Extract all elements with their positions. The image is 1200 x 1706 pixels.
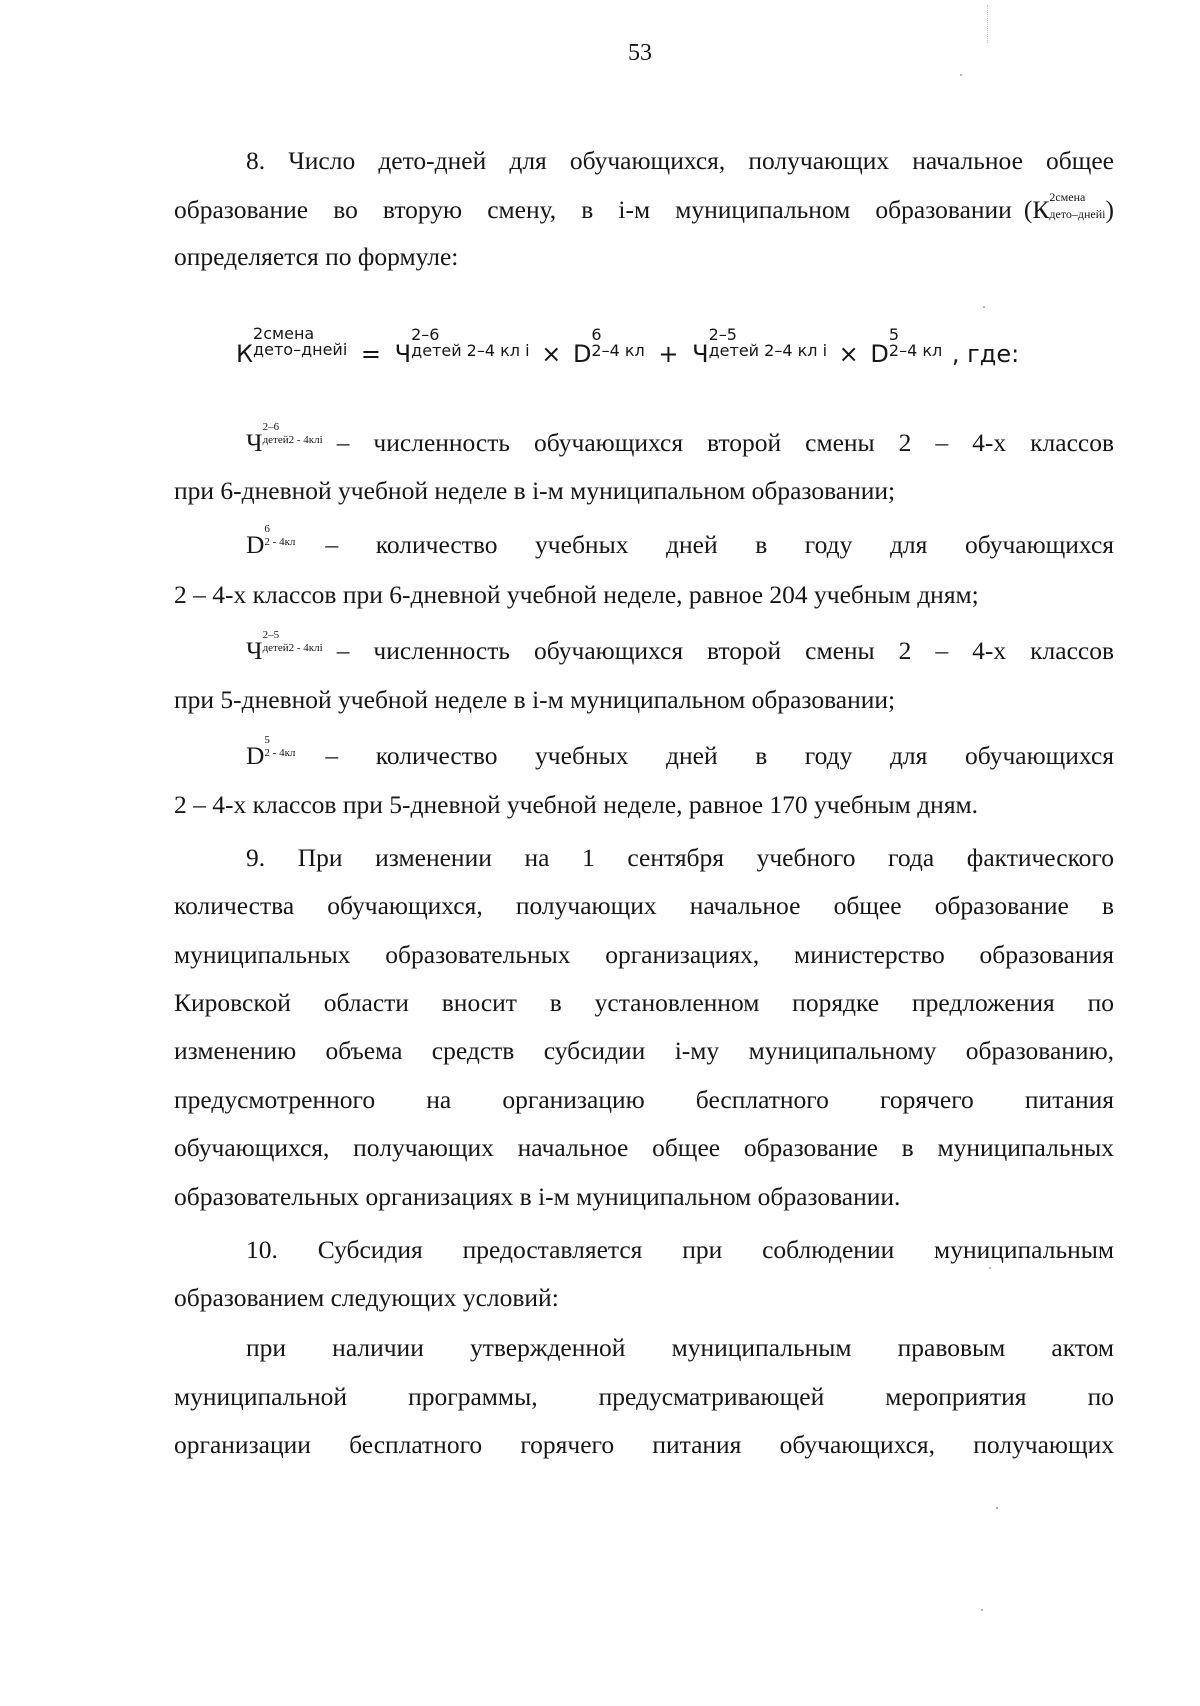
formula-k: К (236, 340, 254, 368)
formula-d1: D (572, 340, 592, 368)
p11-line-1: при наличии утвержденной муниципальным правовым актом (246, 1333, 1114, 1362)
p8-line-2-text: образование во вторую смену, в i-м муниципальном образовании (174, 195, 1012, 224)
def-3-sym: Ч (246, 636, 263, 665)
p9-line-8: образовательных организациях в i-м муниципальном образовании. (174, 1182, 901, 1211)
p9-line-7: обучающихся, получающих начальное общее образование в муниципальных (174, 1133, 1114, 1162)
formula-times-2: × (838, 340, 859, 368)
def-3-sub: детей2 - 4клi (262, 642, 323, 654)
scan-speck (989, 1267, 991, 1269)
p8-inline-symbol: (К 2смена дето–днейi ) (1023, 190, 1114, 224)
def-4-sym: D (246, 741, 265, 770)
def-3-text: – численность обучающихся второй смены 2 – 4-х классов (336, 636, 1114, 665)
formula-d2-sup: 5 (888, 325, 900, 344)
formula-ch2-sub: детей 2–4 кл i (708, 341, 828, 360)
formula-ch2-sup: 2–5 (708, 325, 737, 344)
formula-plus: + (658, 340, 679, 368)
p10-line-2: образованием следующих условий: (174, 1283, 559, 1312)
formula-k-sub: дето–днейi (253, 340, 348, 359)
scan-speck (983, 306, 985, 308)
def-1-line-2: при 6-дневной учебной неделе в i-м муниципальном образовании; (174, 476, 896, 505)
p10-line-1: 10. Субсидия предоставляется при соблюдении муниципальным (246, 1235, 1114, 1264)
p9-line-2: количества обучающихся, получающих начальное общее образование в (174, 891, 1114, 920)
p9-line-5: изменению объема средств субсидии i-му муниципальному образованию, (174, 1036, 1114, 1065)
formula-equals: = (360, 340, 382, 368)
scan-speck (996, 1507, 998, 1509)
def-2-line-1 (246, 523, 1114, 560)
def-4-sub: 2 - 4кл (264, 747, 296, 759)
def-2-line-2: 2 – 4-х классов при 6-дневной учебной неделе, равное 204 учебным дням; (174, 580, 979, 609)
def-4-line-1 (246, 734, 1114, 771)
def-1-sym: Ч (246, 428, 263, 457)
formula-ch1-sup: 2–6 (411, 325, 440, 344)
def-1-text: – численность обучающихся второй смены 2 – 4-х классов (336, 428, 1114, 457)
p8-line-1: 8. Число дето-дней для обучающихся, получающих начальное общее (246, 146, 1114, 175)
p9-line-1: 9. При изменении на 1 сентября учебного года фактического (246, 843, 1114, 872)
def-3-symbol (246, 629, 323, 666)
k-sub: дето–днейi (1049, 207, 1106, 221)
formula-d1-sup: 6 (591, 325, 602, 344)
def-2-sym: D (246, 530, 265, 559)
def-1-line-1 (246, 421, 1114, 458)
k-sup: 2смена (1049, 190, 1086, 204)
scan-speck (960, 74, 962, 76)
scan-mark (987, 5, 989, 43)
def-2-sup: 6 (264, 523, 270, 535)
def-1-sub: детей2 - 4клi (262, 434, 323, 446)
p9-line-4: Кировской области вносит в установленном порядке предложения по (174, 988, 1114, 1017)
k-symbol: К (1032, 195, 1050, 224)
formula-d2-sub: 2–4 кл (888, 341, 943, 360)
formula (236, 324, 1020, 369)
def-3-line-2: при 5-дневной учебной неделе в i-м муниципальном образовании; (174, 685, 896, 714)
def-1-sup: 2–6 (262, 421, 280, 433)
formula-d1-sub: 2–4 кл (591, 341, 645, 360)
p11-line-2: муниципальной программы, предусматривающей мероприятия по (174, 1382, 1114, 1411)
def-4-sup: 5 (264, 734, 270, 746)
formula-ch1: Ч (394, 340, 412, 368)
def-3-sup: 2–5 (262, 629, 280, 641)
def-3-line-1 (246, 629, 1114, 666)
p8-line-2 (174, 190, 1114, 225)
formula-ch2: Ч (692, 340, 709, 368)
def-4-line-2: 2 – 4-х классов при 5-дневной учебной неделе, равное 170 учебным дням. (174, 790, 979, 819)
formula-times-1: × (541, 340, 562, 368)
formula-ch1-sub: детей 2–4 кл i (411, 341, 530, 360)
def-4-text: – количество учебных дней в году для обучающихся (325, 741, 1114, 770)
formula-where: , где: (951, 340, 1020, 368)
p9-line-3: муниципальных образовательных организациях, министерство образования (174, 940, 1114, 969)
def-4-symbol (246, 734, 296, 771)
def-2-symbol (246, 523, 296, 560)
scan-speck (981, 1609, 983, 1611)
p9-line-6: предусмотренного на организацию бесплатного горячего питания (174, 1085, 1114, 1114)
def-2-sub: 2 - 4кл (264, 536, 296, 548)
p8-line-3: определяется по формуле: (174, 242, 459, 271)
def-2-text: – количество учебных дней в году для обучающихся (325, 530, 1114, 559)
formula-d2: D (870, 340, 889, 368)
formula-k-sup: 2смена (253, 324, 315, 343)
page-number: 53 (628, 40, 652, 66)
p11-line-3: организации бесплатного горячего питания обучающихся, получающих (174, 1430, 1114, 1459)
def-1-symbol (246, 421, 323, 458)
